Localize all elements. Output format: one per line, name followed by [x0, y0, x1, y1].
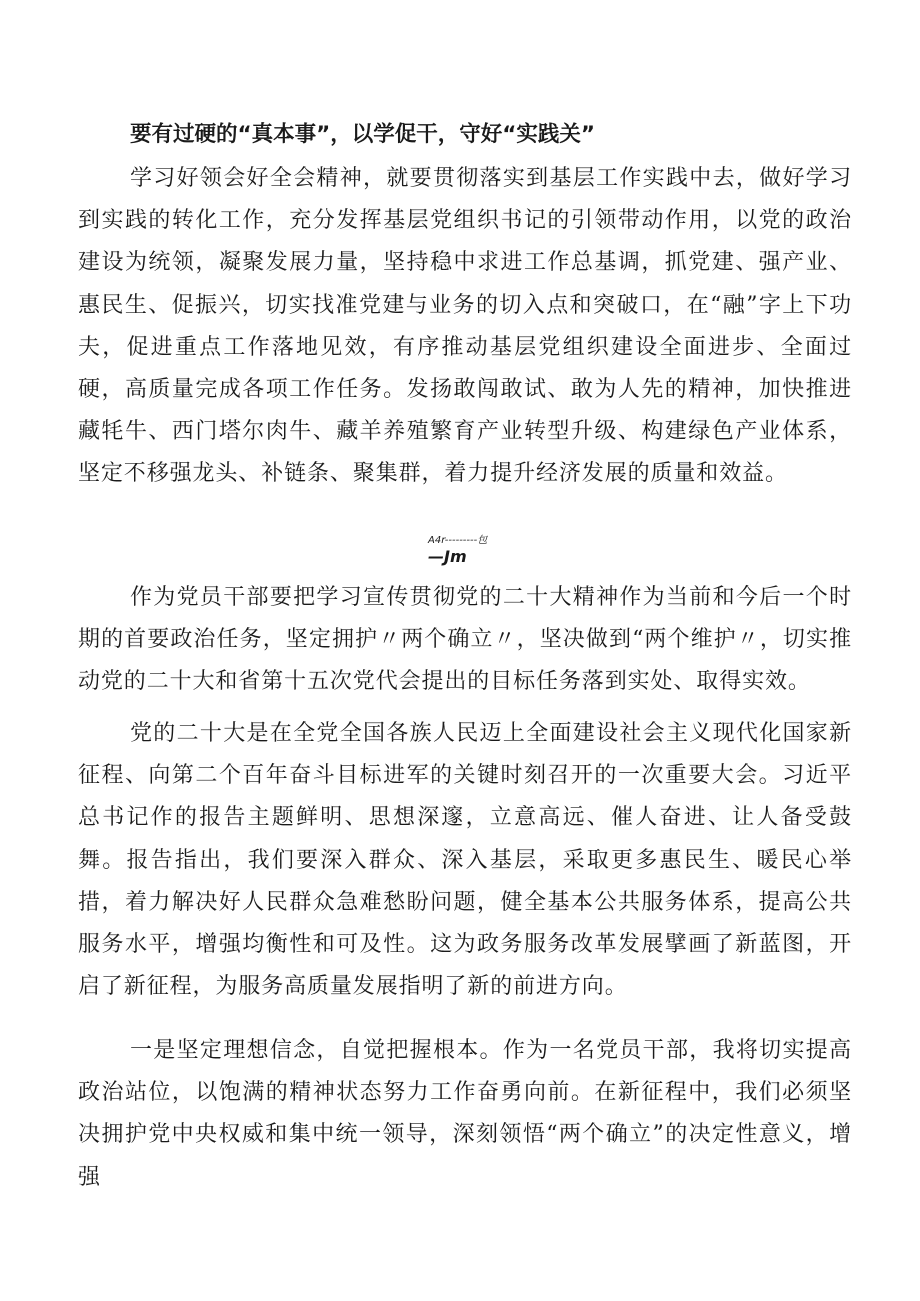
artifact-small-text: A4r---------包	[428, 535, 488, 546]
paragraph-congress: 党的二十大是在全党全国各族人民迈上全面建设社会主义现代化国家新征程、向第二个百年奋斗目标进军的关键时刻召开的一次重要大会。习近平总书记作的报告主题鲜明、思想深邃，立意高远、催人奋进、让人备受鼓舞。报告指出，我们要深入群众、深入基层，采取更多惠民生、暖民心举措，着力解决好人民群众急难愁盼问题，健全基本公共服务体系，提高公共服务水平，增强均衡性和可及性。这为政务服务改革发展擘画了新蓝图，开启了新征程，为服务高质量发展指明了新的前进方向。	[78, 721, 852, 1000]
paragraph-task: 作为党员干部要把学习宣传贯彻党的二十大精神作为当前和今后一个时期的首要政治任务，坚定拥护〃两个确立〃，坚决做到“两个维护〃，切实推动党的二十大和省第十五次党代会提出的目标任务落到实处、取得实效。	[78, 585, 852, 695]
artifact-large-text: —Jm	[428, 547, 467, 566]
paragraph-ideals: 一是坚定理想信念，自觉把握根本。作为一名党员干部，我将切实提高政治站位，以饱满的精神状态努力工作奋勇向前。在新征程中，我们必须坚决拥护党中央权威和集中统一领导，深刻领悟“两个确立”的决定性意义，增强	[78, 1038, 852, 1190]
ocr-artifact-mark	[428, 535, 498, 571]
paragraph-practice: 学习好领会好全会精神，就要贯彻落实到基层工作实践中去，做好学习到实践的转化工作，充分发挥基层党组织书记的引领带动作用，以党的政治建设为统领，凝聚发展力量，坚持稳中求进工作总基调，抓党建、强产业、惠民生、促振兴，切实找准党建与业务的切入点和突破口，在“融”字上下功夫，促进重点工作落地见效，有序推动基层党组织建设全面进步、全面过硬，高质量完成各项工作任务。发扬敢闯敢试、敢为人先的精神，加快推进藏牦牛、西门塔尔肉牛、藏羊养殖繁育产业转型升级、构建绿色产业体系，坚定不移强龙头、补链条、聚集群，着力提升经济发展的质量和效益。	[78, 166, 852, 487]
section-heading: 要有过硬的“真本事”，以学促干，守好“实践关”	[130, 122, 596, 147]
